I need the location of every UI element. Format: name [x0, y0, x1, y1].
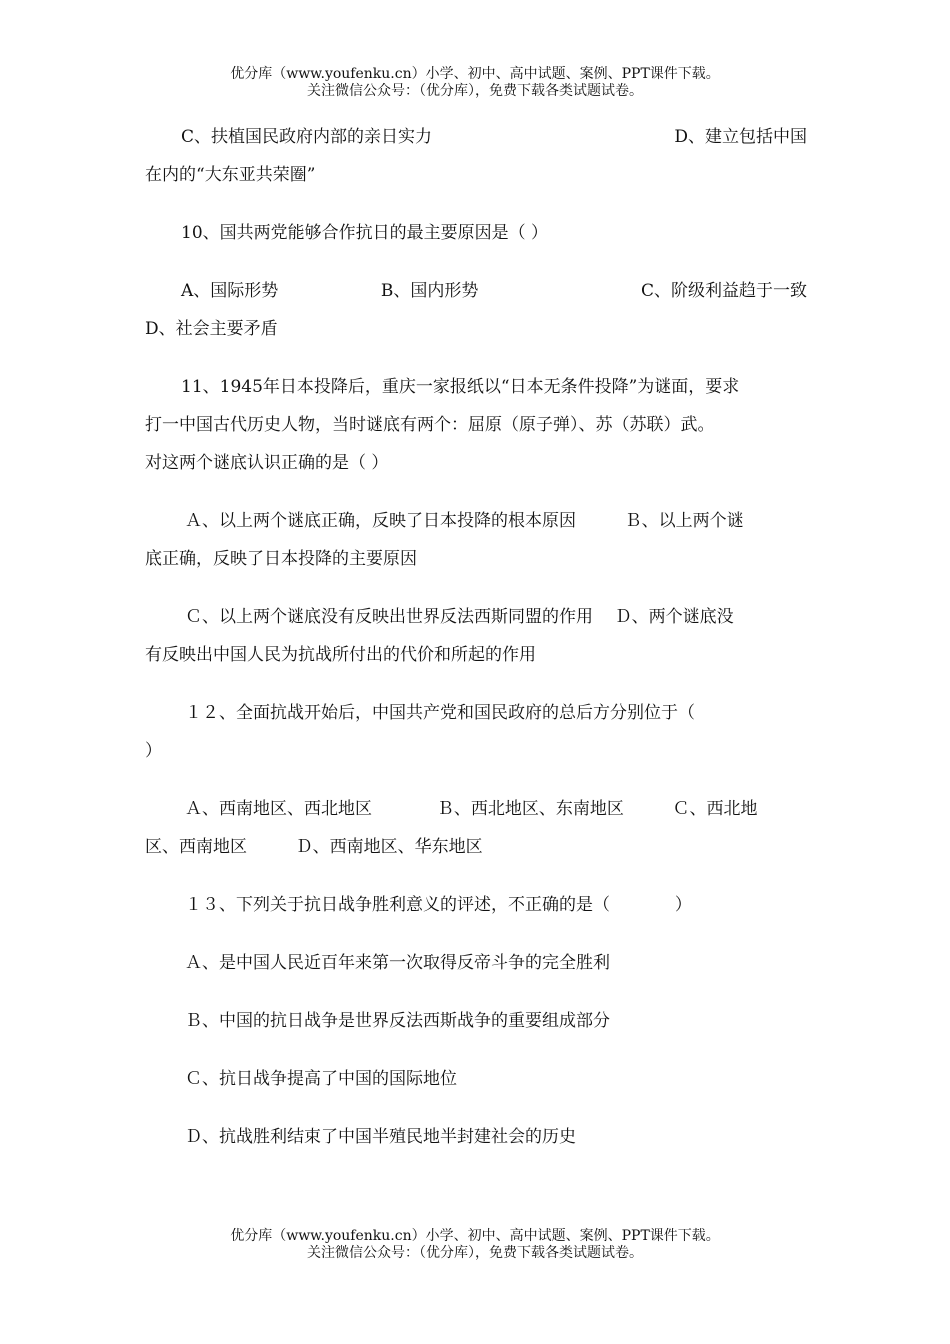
q12-stem-line-1: １２、全面抗战开始后，中国共产党和国民政府的总后方分别位于（ — [185, 703, 695, 723]
q9-options-cd — [145, 118, 807, 194]
q13-option-a: Ａ、是中国人民近百年来第一次取得反帝斗争的完全胜利 — [185, 953, 610, 973]
footer-line-2: 关注微信公众号：（优分库），免费下载各类试题试卷。 — [307, 1245, 643, 1261]
q11-options-ab — [145, 502, 807, 578]
q11-options-ab-line-2: 底正确，反映了日本投降的主要原因 — [145, 549, 417, 569]
q11-options-cd-line-1: Ｃ、以上两个谜底没有反映出世界反法西斯同盟的作用 Ｄ、两个谜底没 — [185, 607, 734, 627]
q12-stem-line-2: ） — [145, 741, 162, 761]
q10-options — [145, 272, 807, 348]
q13-option-b: Ｂ、中国的抗日战争是世界反法西斯战争的重要组成部分 — [185, 1011, 610, 1031]
q11-stem-line-1: 11、1945年日本投降后，重庆一家报纸以“日本无条件投降”为谜面，要求 — [181, 377, 740, 397]
q13-option-d: Ｄ、抗战胜利结束了中国半殖民地半封建社会的历史 — [185, 1127, 576, 1147]
document-body — [145, 118, 807, 1176]
header-line-2: 关注微信公众号：（优分库），免费下载各类试题试卷。 — [307, 83, 643, 99]
q9-option-c: C、扶植国民政府内部的亲日实力 — [181, 127, 433, 147]
q9-option-d-continued: 在内的“大东亚共荣圈” — [145, 165, 316, 185]
page-footer — [0, 1228, 950, 1262]
page-header — [0, 66, 950, 100]
footer-line-1: 优分库（www.youfenku.cn）小学、初中、高中试题、案例、PPT课件下载。 — [230, 1228, 720, 1244]
q11-stem-line-3: 对这两个谜底认识正确的是（ ） — [145, 453, 389, 473]
q11-stem-line-2: 打一中国古代历史人物，当时谜底有两个：屈原（原子弹）、苏（苏联）武。 — [145, 415, 715, 435]
q10-stem: 10、国共两党能够合作抗日的最主要原因是（ ） — [181, 223, 549, 243]
header-line-1: 优分库（www.youfenku.cn）小学、初中、高中试题、案例、PPT课件下载。 — [230, 66, 720, 82]
q10-option-d: D、社会主要矛盾 — [145, 319, 278, 339]
q10-option-c: C、阶级利益趋于一致 — [640, 281, 807, 301]
q11-options-ab-line-1: Ａ、以上两个谜底正确，反映了日本投降的根本原因 Ｂ、以上两个谜 — [185, 511, 744, 531]
q12-stem — [145, 694, 807, 770]
q12-options-line-1: Ａ、西南地区、西北地区 Ｂ、西北地区、东南地区 Ｃ、西北地 — [185, 799, 758, 819]
q13-option-c: Ｃ、抗日战争提高了中国的国际地位 — [185, 1069, 457, 1089]
q9-option-d: D、建立包括中国 — [674, 127, 807, 147]
q13-stem: １３、下列关于抗日战争胜利意义的评述，不正确的是（ ） — [185, 895, 692, 915]
q10-option-a: A、国际形势 — [181, 281, 279, 301]
q12-options-line-2: 区、西南地区 Ｄ、西南地区、华东地区 — [145, 837, 483, 857]
q11-stem — [145, 368, 807, 482]
q11-options-cd-line-2: 有反映出中国人民为抗战所付出的代价和所起的作用 — [145, 645, 536, 665]
q10-option-b: B、国内形势 — [380, 281, 479, 301]
q11-options-cd — [145, 598, 807, 674]
q12-options — [145, 790, 807, 866]
